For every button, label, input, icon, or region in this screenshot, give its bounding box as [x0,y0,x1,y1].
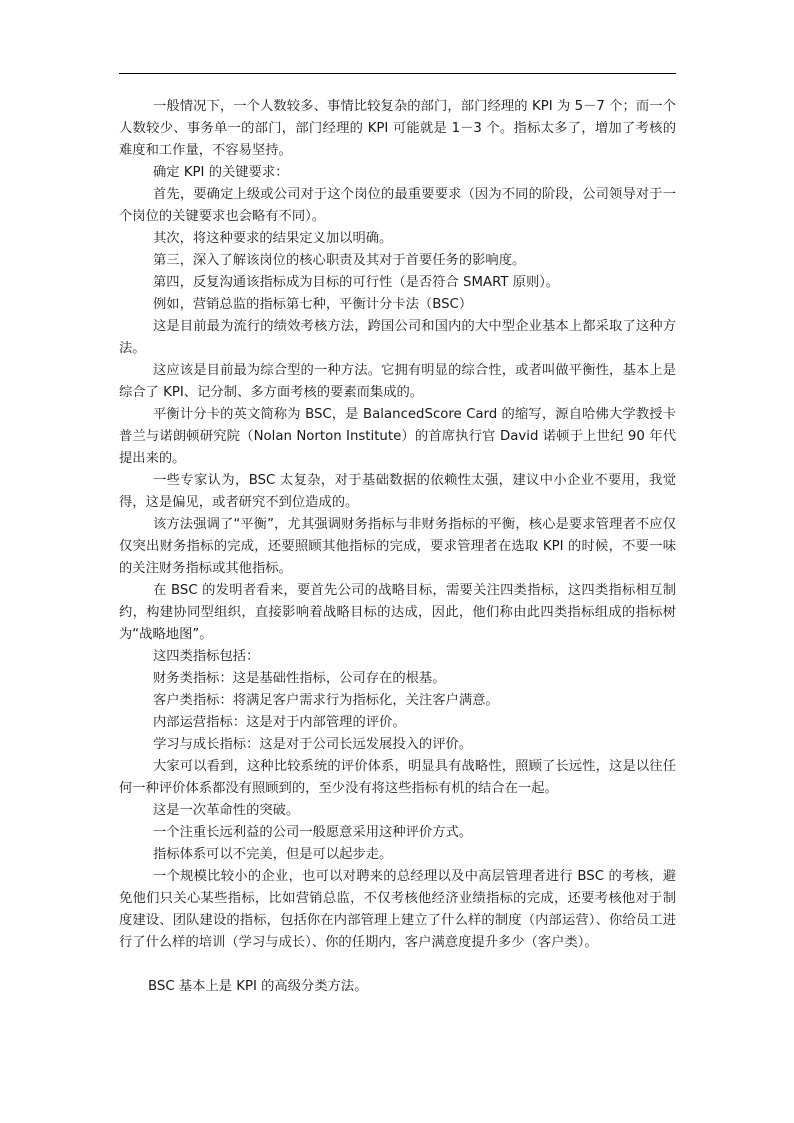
paragraph: 第四，反复沟通该指标成为目标的可行性（是否符合 SMART 原则）。 [153,275,560,290]
paragraph: 该方法强调了“平衡”，尤其强调财务指标与非财务指标的平衡，核心是要求管理者不应仅仅突出财务指标的完成，还要照顾其他指标的完成，要求管理者在选取 KPI 的时候，不要一味的关注财务指标或其他指标。 [119,517,676,576]
paragraph: 这是目前最为流行的绩效考核方法，跨国公司和国内的大中型企业基本上都采取了这种方法。 [119,319,676,356]
paragraph: 这是一次革命性的突破。 [153,803,300,818]
paragraph: 一个规模比较小的企业，也可以对聘来的总经理以及中高层管理者进行 BSC 的考核，避免他们只关心某些指标，比如营销总监，不仅考核他经济业绩指标的完成，还要考核他对于制度建设、团队建设的指标，包括你在内部管理上建立了什么样的制度（内部运营）、你给员工进行了什么样的培训（学习与成长）、你的任期内，客户满意度提升多少（客户类）。 [119,869,676,950]
paragraph: 例如，营销总监的指标第七种，平衡计分卡法（BSC） [153,297,473,312]
paragraph: 财务类指标：这是基础性指标，公司存在的根基。 [153,671,446,686]
paragraph: 一般情况下，一个人数较多、事情比较复杂的部门，部门经理的 KPI 为 5－7 个；而一个人数较少、事务单一的部门，部门经理的 KPI 可能就是 1－3 个。指标太多了，增加了考核的难度和工作量，不容易坚持。 [119,99,676,158]
paragraph: 确定 KPI 的关键要求： [153,165,289,180]
paragraph: 学习与成长指标：这是对于公司长远发展投入的评价。 [153,737,473,752]
paragraph: 首先，要确定上级或公司对于这个岗位的最重要要求（因为不同的阶段，公司领导对于一个岗位的关键要求也会略有不同）。 [119,187,676,224]
paragraph: 一个注重长远利益的公司一般愿意采用这种评价方式。 [153,825,473,840]
paragraph: 一些专家认为，BSC 太复杂，对于基础数据的依赖性太强，建议中小企业不要用，我觉得，这是偏见，或者研究不到位造成的。 [119,473,676,510]
paragraph: 内部运营指标：这是对于内部管理的评价。 [153,715,406,730]
header-rule [119,73,676,74]
paragraph: 这应该是目前最为综合型的一种方法。它拥有明显的综合性，或者叫做平衡性，基本上是综合了 KPI、记分制、多方面考核的要素而集成的。 [119,363,676,400]
paragraph: BSC 基本上是 KPI 的高级分类方法。 [148,979,368,994]
paragraph: 在 BSC 的发明者看来，要首先公司的战略目标，需要关注四类指标，这四类指标相互制约，构建协同型组织，直接影响着战略目标的达成，因此，他们称由此四类指标组成的指标树为“战略地图”。 [119,583,676,642]
paragraph: 指标体系可以不完美，但是可以起步走。 [153,847,393,862]
paragraph: 平衡计分卡的英文简称为 BSC，是 BalancedScore Card 的缩写，源自哈佛大学教授卡普兰与诺朗顿研究院（Nolan Norton Institute）的首席执行官 David 诺顿于上世纪 90 年代提出来的。 [119,407,676,466]
paragraph: 客户类指标：将满足客户需求行为指标化，关注客户满意。 [153,693,499,708]
paragraph: 第三，深入了解该岗位的核心职责及其对于首要任务的影响度。 [153,253,526,268]
paragraph: 其次，将这种要求的结果定义加以明确。 [153,231,393,246]
paragraph: 这四类指标包括： [153,649,260,664]
paragraph: 大家可以看到，这种比较系统的评价体系，明显具有战略性，照顾了长远性，这是以往任何一种评价体系都没有照顾到的，至少没有将这些指标有机的结合在一起。 [119,759,676,796]
document-body [119,96,676,998]
